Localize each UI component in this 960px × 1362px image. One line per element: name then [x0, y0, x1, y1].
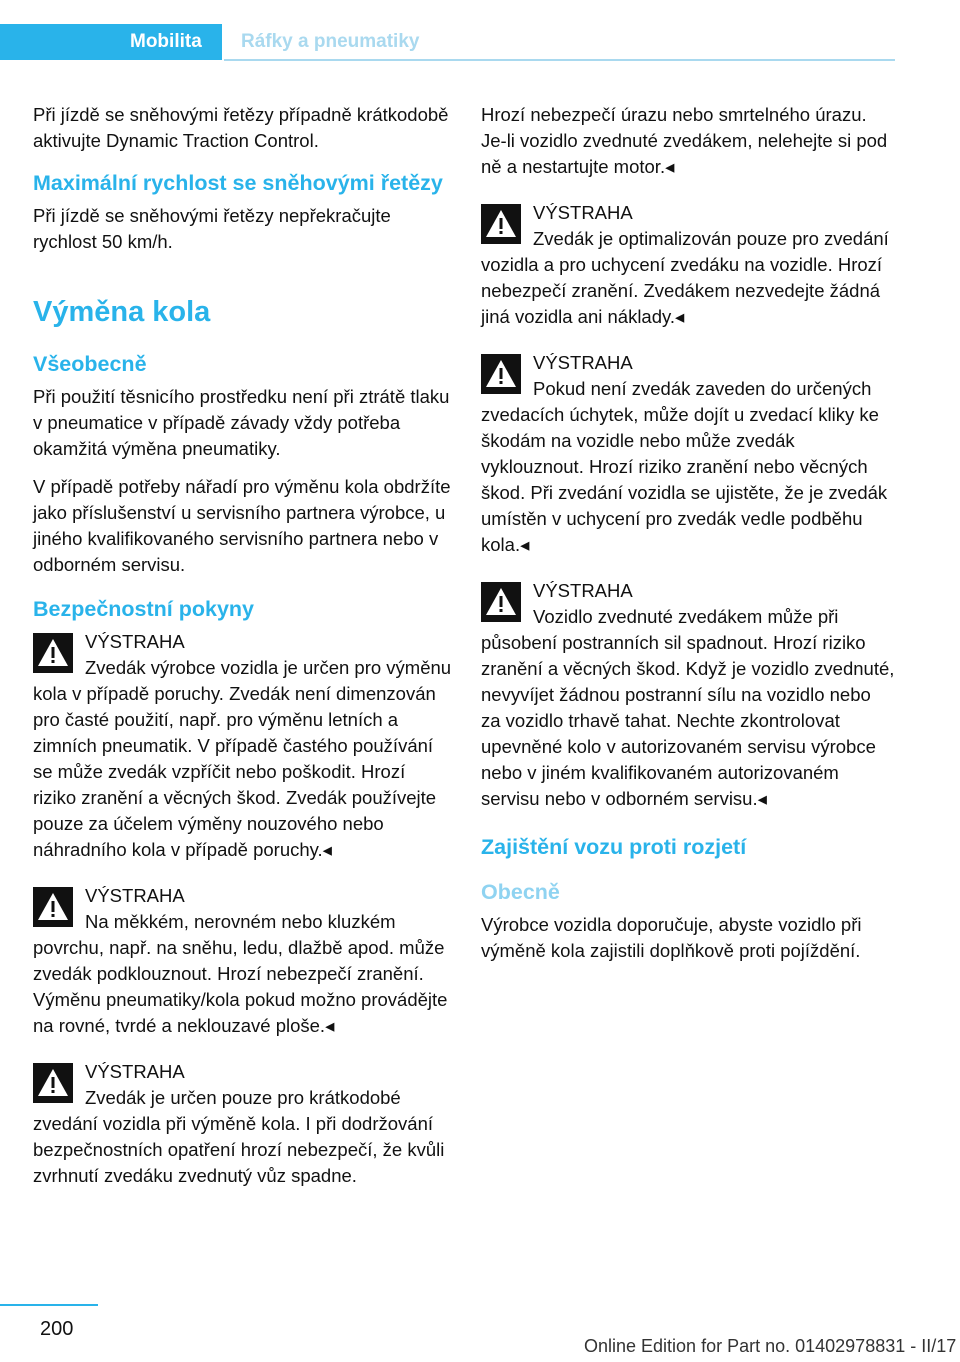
obecne-heading: Obecně	[481, 880, 560, 904]
warning-title: VÝSTRAHA	[85, 885, 185, 906]
warning-text: Zvedák je optimalizován pouze pro zvedání vozidla a pro uchycení zvedáku na vozidle. Hrozí nebezpečí zranění. Zvedákem nezvedejte žádná jiná vozidla ani náklady.◂	[481, 228, 889, 327]
max-speed-paragraph: Při jízdě se sněhovými řetězy nepřekračujte rychlost 50 km/h.	[33, 205, 391, 252]
continued-paragraph: Hrozí nebezpečí úrazu nebo smrtelného úrazu. Je-li vozidlo zvednuté zvedákem, nelehejte si pod ně a nestartujte motor.◂	[481, 104, 888, 177]
warning-icon	[33, 633, 73, 673]
warning-text: Na měkkém, nerovném nebo kluzkém povrchu, např. na sněhu, ledu, dlažbě apod. může zvedák podklouznout. Hrozí nebezpečí zranění. Výměnu pneumatiky/kola pokud možno provádějte na rovné, tvrdé a neklouzavé ploše.◂	[33, 911, 448, 1036]
warning-icon	[481, 582, 521, 622]
general-paragraph-1: Při použití těsnicího prostředku není při ztrátě tlaku v pneumatice v případě závady vždy potřeba okamžitá výměna pneumatiky.	[33, 386, 450, 459]
warning-block	[481, 200, 895, 330]
left-column	[33, 102, 453, 1189]
warning-title: VÝSTRAHA	[85, 631, 185, 652]
warning-block	[33, 629, 453, 863]
chapter-tab: Mobilita	[0, 24, 222, 60]
obecne-paragraph: Výrobce vozidla doporučuje, abyste vozidlo při výměně kola zajistili doplňkově proti pojíždění.	[481, 914, 862, 961]
warning-icon	[33, 1063, 73, 1103]
warning-block	[33, 1059, 453, 1189]
warning-icon	[33, 887, 73, 927]
section-title: Výměna kola	[33, 296, 211, 328]
intro-paragraph: Při jízdě se sněhovými řetězy případně krátkodobě aktivujte Dynamic Traction Control.	[33, 104, 449, 151]
general-heading: Všeobecně	[33, 352, 147, 376]
page-header	[0, 24, 895, 62]
warning-block	[481, 578, 895, 812]
warning-text: Vozidlo zvednuté zvedákem může při působení postranních sil spadnout. Hrozí riziko zranění a věcných škod. Když je vozidlo zvednuté, nevyvíjet žádnou postranní sílu na vozidlo nebo za vozidlo trhavě tahat. Nechte zkontrolovat upevněné kolo v autorizovaném servisu výrobce nebo v jiném kvalifikovaném autorizovaném servisu nebo v odborném servisu.◂	[481, 606, 895, 809]
warning-block	[33, 883, 453, 1039]
warning-title: VÝSTRAHA	[533, 202, 633, 223]
max-speed-heading: Maximální rychlost se sněhovými řetězy	[33, 171, 443, 195]
warning-text: Pokud není zvedák zaveden do určených zvedacích úchytek, může dojít u zvedací kliky ke škodám na vozidle nebo může zvedák vyklouznout. Hrozí riziko zranění nebo věcných škod. Při zvedání vozidla se ujistěte, že je zvedák umístěn v uchycení pro zvedák vedle podběhu kola.◂	[481, 378, 888, 555]
warning-text: Zvedák výrobce vozidla je určen pro výměnu kola v případě poruchy. Zvedák není dimenzován pro časté použití, např. pro výměnu letních a zimních pneumatik. V případě častého používání se může zvedák vzpříčit nebo poškodit. Hrozí riziko zranění a věcných škod. Zvedák používejte pouze za účelem výměny nouzového nebo náhradního kola v případě poruchy.◂	[33, 657, 452, 860]
page-number: 200	[40, 1318, 74, 1340]
warning-title: VÝSTRAHA	[85, 1061, 185, 1082]
secure-heading: Zajištění vozu proti rozjetí	[481, 835, 747, 859]
footer-divider	[0, 1304, 98, 1306]
edition-note: Online Edition for Part no. 01402978831 - II/17	[584, 1336, 957, 1356]
warning-title: VÝSTRAHA	[533, 352, 633, 373]
section-tab: Ráfky a pneumatiky	[241, 31, 420, 52]
right-column	[481, 102, 895, 976]
header-divider	[224, 59, 895, 61]
warning-icon	[481, 204, 521, 244]
warning-block	[481, 350, 895, 558]
safety-heading: Bezpečnostní pokyny	[33, 597, 255, 621]
warning-text: Zvedák je určen pouze pro krátkodobé zvedání vozidla při výměně kola. I při dodržování bezpečnostních opatření hrozí nebezpečí, že kvůli zvrhnutí zvedáku zvednutý vůz spadne.	[33, 1087, 445, 1186]
warning-icon	[481, 354, 521, 394]
warning-title: VÝSTRAHA	[533, 580, 633, 601]
general-paragraph-2: V případě potřeby nářadí pro výměnu kola obdržíte jako příslušenství u servisního partnera výrobce, u jiného kvalifikovaného servisního partnera nebo v odborném servisu.	[33, 476, 451, 575]
